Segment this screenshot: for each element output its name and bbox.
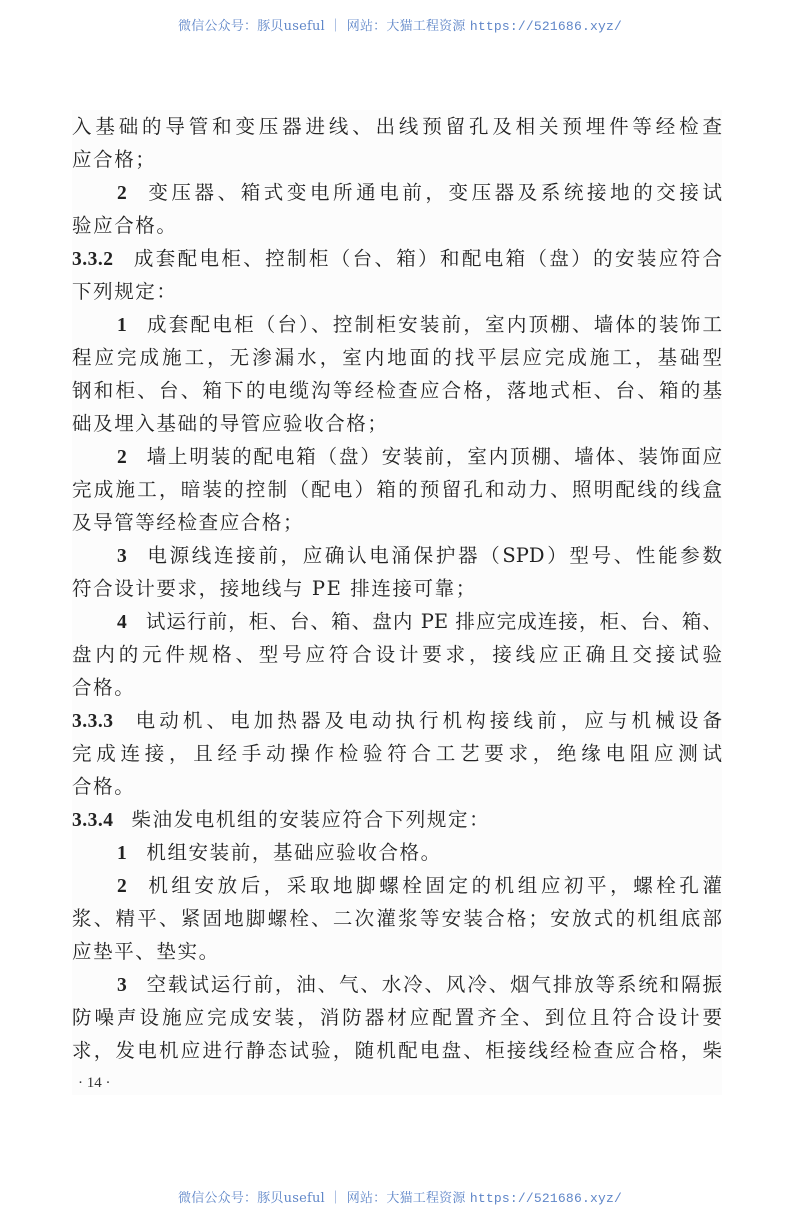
line-text: 空载试运行前，油、气、水冷、风冷、烟气排放等系统和隔振: [144, 973, 722, 996]
line-text: 础及埋入基础的导管应验收合格；: [72, 412, 389, 435]
text-line: [72, 572, 722, 605]
text-line: [72, 770, 722, 803]
text-line: [72, 308, 722, 341]
document-body: [72, 110, 722, 1067]
item-number: 2: [117, 447, 127, 468]
line-text: 电动机、电加热器及电动执行机构接线前，应与机械设备: [131, 709, 722, 732]
section-number: 3.3.4: [72, 810, 114, 831]
item-number: 2: [117, 876, 127, 897]
text-line: [72, 803, 722, 836]
item-number: 1: [117, 843, 129, 864]
line-text: 成套配电柜（台）、控制柜安装前，室内顶棚、墙体的装饰工: [144, 313, 722, 336]
text-line: [72, 737, 722, 770]
watermark-text: 微信公众号：豚贝useful ｜ 网站：大猫工程资源: [178, 19, 470, 34]
text-line: [72, 506, 722, 539]
text-line: [72, 143, 722, 176]
text-line: [72, 869, 722, 902]
text-line: [72, 242, 722, 275]
item-number: 1: [117, 315, 127, 336]
line-text: 墙上明装的配电箱（盘）安装前，室内顶棚、墙体、装饰面应: [144, 445, 722, 468]
item-number: 3: [117, 546, 127, 567]
text-line: [72, 275, 722, 308]
line-text: 盘内的元件规格、型号应符合设计要求，接线应正确且交接试验: [72, 643, 722, 666]
line-text: 机组安装前，基础应验收合格。: [146, 841, 442, 864]
text-line: [72, 902, 722, 935]
text-line: [72, 671, 722, 704]
text-line: [72, 638, 722, 671]
line-text: 应合格；: [72, 148, 157, 171]
text-line: [72, 341, 722, 374]
watermark-footer: [0, 1187, 800, 1206]
text-line: [72, 1034, 722, 1067]
line-text: 合格。: [72, 676, 136, 699]
line-text: 程应完成施工，无渗漏水，室内地面的找平层应完成施工，基础型: [72, 346, 722, 369]
line-text: 验应合格。: [72, 214, 178, 237]
line-text: 机组安放后，采取地脚螺栓固定的机组应初平，螺栓孔灌: [144, 874, 722, 897]
item-number: 4: [117, 612, 127, 633]
text-line: [72, 110, 722, 143]
text-line: [72, 935, 722, 968]
line-text: 变压器、箱式变电所通电前，变压器及系统接地的交接试: [144, 181, 722, 204]
section-number: 3.3.3: [72, 711, 114, 732]
line-text: 钢和柜、台、箱下的电缆沟等经检查应合格，落地式柜、台、箱的基: [72, 379, 722, 402]
text-line: [72, 968, 722, 1001]
line-text: 入基础的导管和变压器进线、出线预留孔及相关预埋件等经检查: [72, 115, 722, 138]
line-text: 求，发电机应进行静态试验，随机配电盘、柜接线经检查应合格，柴: [72, 1039, 722, 1062]
line-text: 下列规定：: [72, 280, 178, 303]
line-text: 及导管等经检查应合格；: [72, 511, 305, 534]
line-text: 完成连接，且经手动操作检验符合工艺要求，绝缘电阻应测试: [72, 742, 722, 765]
line-text: 柴油发电机组的安装应符合下列规定：: [131, 808, 491, 831]
watermark-text: 微信公众号：豚贝useful ｜ 网站：大猫工程资源: [178, 1191, 470, 1206]
line-text: 合格。: [72, 775, 136, 798]
item-number: 2: [117, 183, 127, 204]
text-line: [72, 374, 722, 407]
line-text: 完成施工，暗装的控制（配电）箱的预留孔和动力、照明配线的线盒: [72, 478, 722, 501]
text-line: [72, 440, 722, 473]
section-number: 3.3.2: [72, 249, 114, 270]
watermark-header: [0, 15, 800, 34]
text-line: [72, 176, 722, 209]
line-text: 电源线连接前，应确认电涌保护器（SPD）型号、性能参数: [144, 544, 722, 567]
text-line: [72, 407, 722, 440]
text-line: [72, 209, 722, 242]
text-line: [72, 836, 722, 869]
line-text: 防噪声设施应完成安装，消防器材应配置齐全、到位且符合设计要: [72, 1006, 722, 1029]
line-text: 符合设计要求，接地线与 PE 排连接可靠；: [72, 577, 477, 600]
document-page: [72, 110, 722, 1095]
watermark-url: https://521686.xyz/: [469, 19, 622, 34]
item-number: 3: [117, 975, 127, 996]
line-text: 成套配电柜、控制柜（台、箱）和配电箱（盘）的安装应符合: [131, 247, 722, 270]
text-line: [72, 1001, 722, 1034]
text-line: [72, 473, 722, 506]
line-text: 应垫平、垫实。: [72, 940, 220, 963]
text-line: [72, 539, 722, 572]
line-text: 浆、精平、紧固地脚螺栓、二次灌浆等安装合格；安放式的机组底部: [72, 907, 722, 930]
text-line: [72, 704, 722, 737]
text-line: [72, 605, 722, 638]
line-text: 试运行前，柜、台、箱、盘内 PE 排应完成连接，柜、台、箱、: [144, 610, 722, 633]
page-number: · 14 ·: [78, 1075, 111, 1091]
watermark-url: https://521686.xyz/: [469, 1191, 622, 1206]
